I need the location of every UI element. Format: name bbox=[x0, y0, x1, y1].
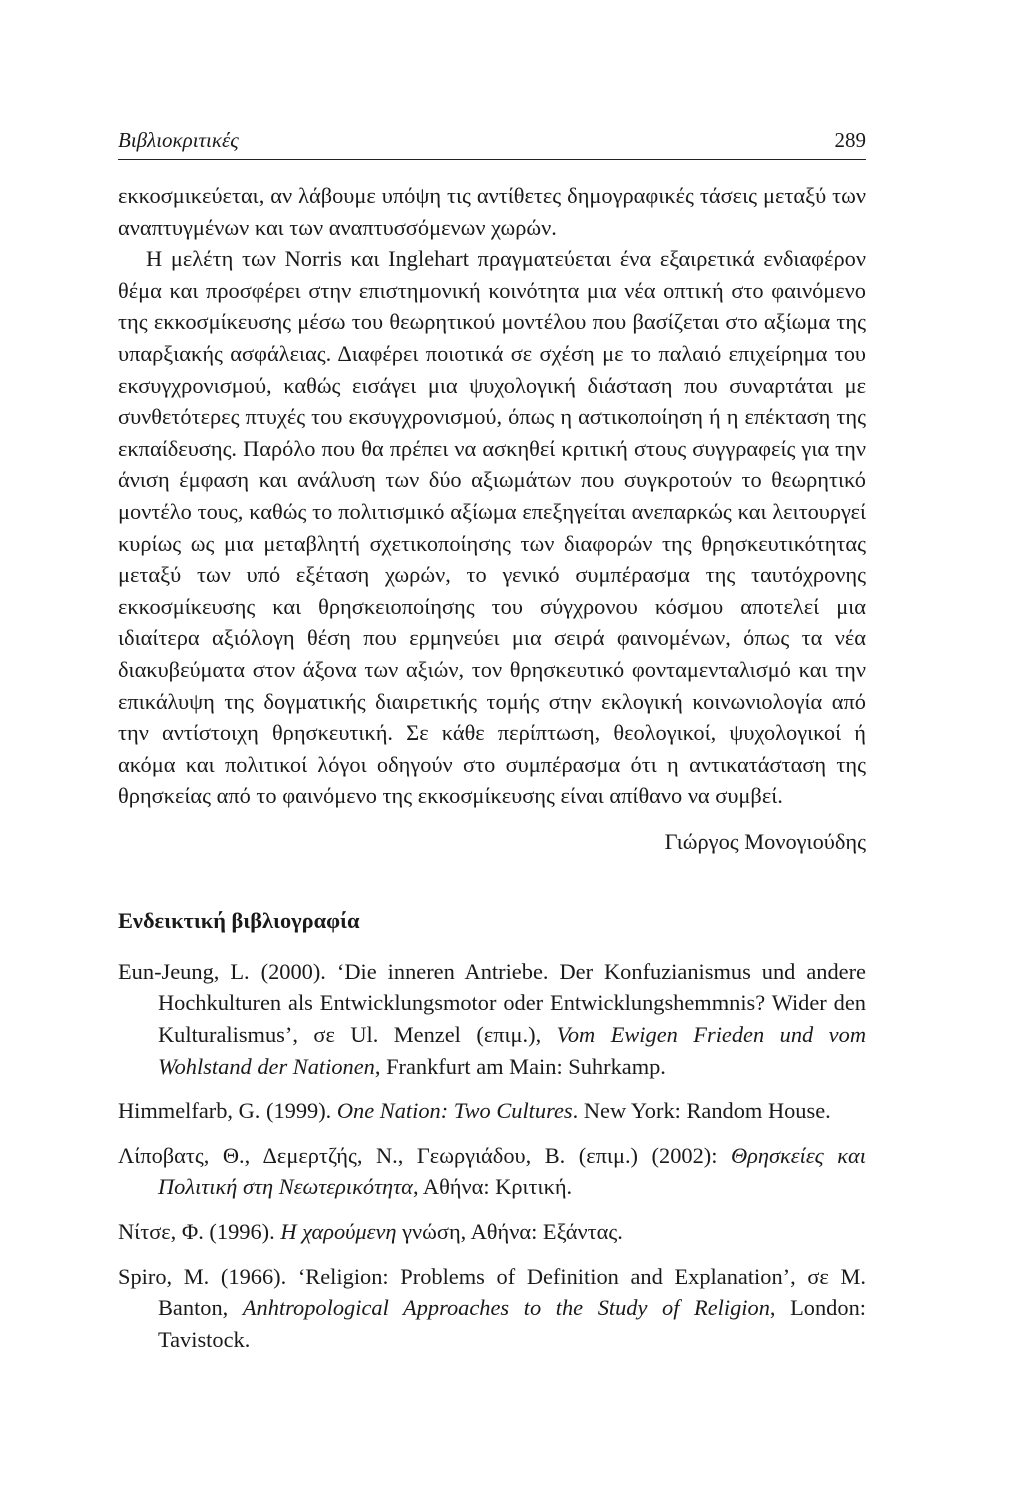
bibliography-entry bbox=[118, 1140, 866, 1203]
entry-text: , London: Tavistock. bbox=[158, 1295, 866, 1352]
entry-text: . New York: Random House. bbox=[572, 1098, 831, 1124]
body-text bbox=[118, 180, 866, 812]
entry-text: γνώση, Αθήνα: Εξάντας. bbox=[396, 1219, 623, 1245]
entry-title: Η χαρούμενη bbox=[280, 1219, 397, 1245]
entry-text: , Frankfurt am Main: Suhrkamp. bbox=[374, 1053, 666, 1079]
section-title: Βιβλιοκριτικές bbox=[118, 128, 239, 152]
entry-text: Spiro, M. (1966). ‘Religion: Problems of Definition and Explanation’, σε M. Banton, bbox=[118, 1263, 866, 1321]
entry-title: Θρησκείες και Πολιτική στη Νεωτερικότητα bbox=[158, 1142, 866, 1200]
page-number: 289 bbox=[834, 128, 866, 152]
bibliography-entry bbox=[118, 956, 866, 1082]
entry-text: Λίποβατς, Θ., Δεμερτζής, Ν., Γεωργιάδου, Β. (επιμ.) (2002): bbox=[118, 1142, 731, 1168]
entry-text: Himmelfarb, G. (1999). bbox=[118, 1098, 337, 1124]
bibliography-entry bbox=[118, 1216, 866, 1248]
author-signature: Γιώργος Μονογιούδης bbox=[664, 828, 866, 854]
bibliography-entry bbox=[118, 1095, 866, 1127]
paragraph-2: Η μελέτη των Norris και Inglehart πραγματεύεται ένα εξαιρετικά ενδιαφέρον θέμα και προσφέρει στην επιστημονική κοινότητα μια νέα οπτική στο φαινόμενο της εκκοσμίκευσης μέσω του θεωρητικού μοντέλου που βασίζεται στο αξίωμα της υπαρξιακής ασφάλειας. Διαφέρει ποιοτικά σε σχέση με το παλαιό επιχείρημα του εκσυγχρονισμού, καθώς εισάγει μια ψυχολογική διάσταση που συναρτάται με συνθετότερες πτυχές του εκσυγχρονισμού, όπως η αστικοποίηση ή η επέκταση της εκπαίδευσης. Παρόλο που θα πρέπει να ασκηθεί κριτική στους συγγραφείς για την άνιση έμφαση και ανάλυση των δύο αξιωμάτων που συγκροτούν το θεωρητικό μοντέλο τους, καθώς το πολιτισμικό αξίωμα επεξηγείται ανεπαρκώς και λειτουργεί κυρίως ως μια μεταβλητή σχετικοποίησης των διαφορών της θρησκευτικότητας μεταξύ των υπό εξέταση χωρών, το γενικό συμπέρασμα της ταυτόχρονης εκκοσμίκευσης και θρησκειοποίησης του σύγχρονου κόσμου αποτελεί μια ιδιαίτερα αξιόλογη θέση που ερμηνεύει μια σειρά φαινομένων, όπως τα νέα διακυβεύματα στον άξονα των αξιών, τον θρησκευτικό φονταμενταλισμό και την επικάλυψη της δογματικής διαιρετικής τομής στην εκλογική κοινωνιολογία από την αντίστοιχη θρησκευτική. Σε κάθε περίπτωση, θεολογικοί, ψυχολογικοί ή ακόμα και πολιτικοί λόγοι οδηγούν στο συμπέρασμα ότι η αντικατάσταση της θρησκείας από το φαινόμενο της εκκοσμίκευσης είναι απίθανο να συμβεί. bbox=[118, 246, 866, 809]
bibliography-list bbox=[118, 956, 866, 1356]
running-head bbox=[118, 128, 866, 160]
entry-title: Anhtropological Approaches to the Study of Religion bbox=[242, 1295, 770, 1321]
entry-text: Νίτσε, Φ. (1996). bbox=[118, 1219, 281, 1245]
entry-text: , Αθήνα: Κριτική. bbox=[412, 1174, 573, 1200]
entry-title: Vom Ewigen Frieden und vom Wohlstand der Nationen bbox=[158, 1022, 866, 1079]
entry-text: Eun-Jeung, L. (2000). ‘Die inneren Antriebe. Der Konfuzianismus und andere Hochkulturen als Entwicklungsmotor oder Entwicklungshemmnis? Wider den Kulturalismus’, σε Ul. Menzel (επιμ.), bbox=[118, 958, 866, 1048]
bibliography-heading: Ενδεικτική βιβλιογραφία bbox=[118, 907, 360, 933]
paragraph-1: εκκοσμικεύεται, αν λάβουμε υπόψη τις αντίθετες δημογραφικές τάσεις μεταξύ των αναπτυγμένων και των αναπτυσσόμενων χωρών. bbox=[118, 183, 866, 240]
entry-title: One Nation: Two Cultures bbox=[336, 1098, 573, 1124]
bibliography-entry bbox=[118, 1261, 866, 1356]
page bbox=[118, 128, 866, 1368]
